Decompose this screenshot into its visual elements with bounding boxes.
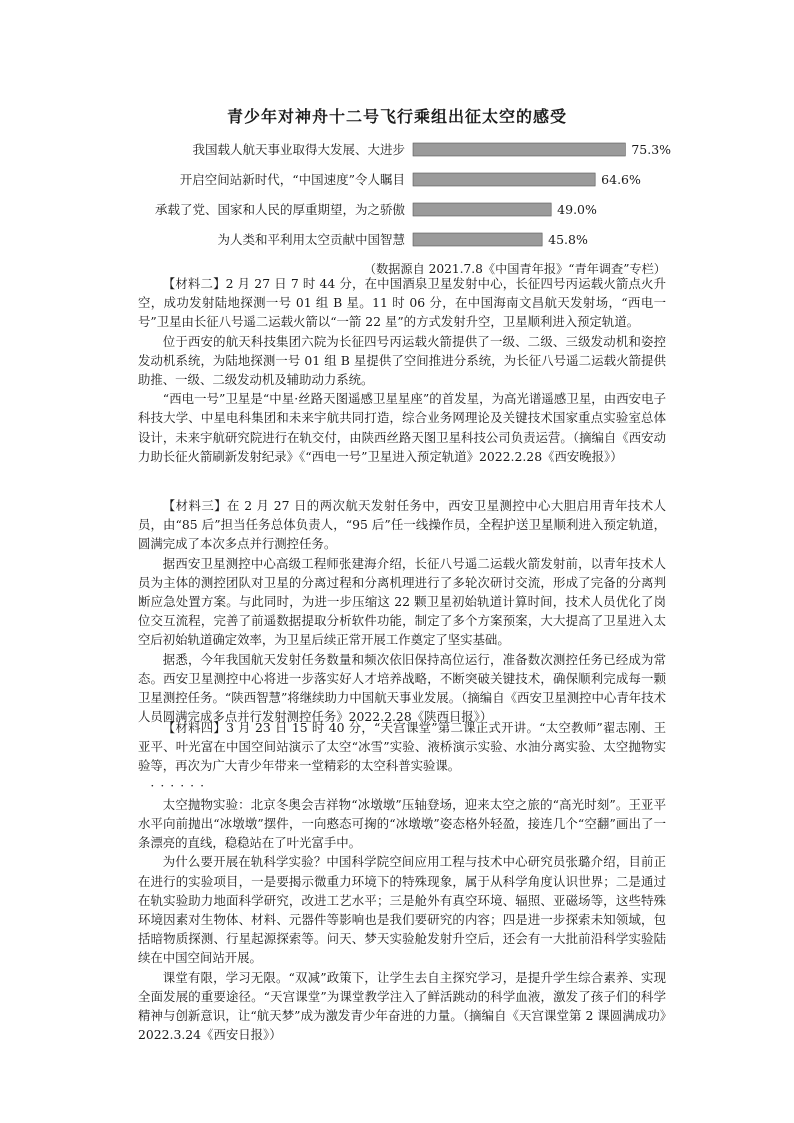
bar-chart bbox=[0, 128, 794, 254]
category-label: 开启空间站新时代，“中国速度”令人瞩目 bbox=[179, 172, 405, 187]
material-2 bbox=[138, 274, 666, 466]
ellipsis: ······ bbox=[150, 777, 211, 793]
material-4-paragraph-4-text: 课堂有限，学习无限。“双减”政策下，让学生去自主探究学习，是提升学生综合素养、实现全面发展的重要途径。“天宫课堂”为课堂教学注入了鲜活跳动的科学血液，激发了孩子们的科学精神与创新意识，让“航天梦”成为激发青少年奋进的力量。 bbox=[138, 969, 666, 1024]
material-4-paragraph-2: 太空抛物实验：北京冬奥会吉祥物“冰墩墩”压轴登场，迎来太空之旅的“高光时刻”。王亚平水平向前抛出“冰墩墩”摆件，一向憨态可掬的“冰墩墩”姿态格外轻盈，接连几个“空翻”画出了一条漂亮的直线，稳稳站在了叶光富手中。 bbox=[138, 796, 666, 851]
material-3-paragraph-3-text: 据悉，今年我国航天发射任务数量和频次依旧保持高位运行，准备数次测控任务已经成为常态。西安卫星测控中心将进一步落实好人才培养战略，不断突破关键技术，确保顺利完成每一颗卫星测控任务。“陕西智慧”将继续助力中国航天事业发展。 bbox=[138, 651, 666, 706]
material-3-paragraph-2: 据西安卫星测控中心高级工程师张建海介绍，长征八号遥二运载火箭发射前，以青年技术人员为主体的测控团队对卫星的分离过程和分离机理进行了多轮次研讨交流，形成了完备的分离判断应急处置方案。与此同时，为进一步压缩这 22 颗卫星初始轨道计算时间，技术人员优化了岗位交互流程，完善了前遥数据提取分析软件功能，制定了多个方案预案，大大提高了卫星进入太空后初始轨道确定效率，为卫星后续正常开展工作奠定了坚实基础。 bbox=[138, 555, 666, 648]
material-2-citation: （摘编自《西安动力助长征火箭刷新发射纪录》《“西电一号”卫星进入预定轨道》2022.2.28《西安晚报》） bbox=[138, 429, 667, 464]
material-4 bbox=[138, 718, 666, 1044]
value-label: 49.0% bbox=[557, 202, 597, 217]
material-2-paragraph-1: 【材料二】2 月 27 日 7 时 44 分，在中国酒泉卫星发射中心，长征四号丙运载火箭点火升空，成功发射陆地探测一号 01 组 B 星。11 时 06 分，在中国海南文昌航天发射场，“西电一号”卫星由长征八号遥二运载火箭以“一箭 22 星”的方式发射升空，卫星顺利进入预定轨道。 bbox=[138, 276, 666, 330]
material-2-paragraph-2: 位于西安的航天科技集团六院为长征四号丙运载火箭提供了一级、二级、三级发动机和姿控发动机系统，为陆地探测一号 01 组 B 星提供了空间推进分系统，为长征八号遥二运载火箭提供助推、一级、二级发动机及辅助动力系统。 bbox=[138, 333, 666, 388]
category-label: 为人类和平利用太空贡献中国智慧 bbox=[217, 232, 405, 247]
material-2-paragraph-3 bbox=[138, 389, 666, 466]
value-label: 64.6% bbox=[601, 172, 641, 187]
category-label: 我国载人航天事业取得大发展、大进步 bbox=[192, 142, 405, 157]
material-3-citation: （摘编自《西安卫星测控中心青年技术人员圆满完成多点并行发射测控任务》2022.2.28《陕西日报》） bbox=[138, 690, 666, 725]
material-3-paragraph-1: 【材料三】在 2 月 27 日的两次航天发射任务中，西安卫星测控中心大胆启用青年技术人员，由“85 后”担当任务总体负责人，“95 后”任一线操作员，全程护送卫星顺利进入预定轨道，圆满完成了本次多点并行测控任务。 bbox=[138, 498, 666, 552]
bar bbox=[413, 143, 625, 156]
bar bbox=[413, 173, 595, 186]
material-4-paragraph-3: 为什么要开展在轨科学实验？中国科学院空间应用工程与技术中心研究员张璐介绍，目前正在进行的实验项目，一是要揭示微重力环境下的特殊现象，属于从科学角度认识世界；二是通过在轨实验助力地面科学研究，改进工艺水平；三是舱外有真空环境、辐照、亚磁场等，这些特殊环境因素对生物体、材料、元器件等影响也是我们要研究的内容；四是进一步探索未知领域，包括暗物质探测、行星起源探索等。问天、梦天实验舱发射升空后，还会有一大批前沿科学实验陆续在中国空间站开展。 bbox=[138, 854, 666, 966]
bar bbox=[413, 203, 551, 216]
material-4-citation: （摘编自《天宫课堂第 2 课圆满成功》2022.3.24《西安日报》） bbox=[138, 1008, 666, 1043]
material-2-paragraph-3-text: “西电一号”卫星是“中星·丝路天图遥感卫星星座”的首发星，为高光谱遥感卫星，由西安电子科技大学、中星电科集团和未来宇航共同打造，综合业务网理论及关键技术国家重点实验室总体设计，未来宇航研究院进行在轨交付，由陕西丝路天图卫星科技公司负责运营。 bbox=[138, 391, 666, 445]
material-3-paragraph-3 bbox=[138, 650, 666, 727]
chart-title: 青少年对神舟十二号飞行乘组出征太空的感受 bbox=[226, 107, 567, 126]
category-label: 承载了党、国家和人民的厚重期望，为之骄傲 bbox=[154, 202, 405, 217]
value-label: 75.3% bbox=[631, 142, 672, 157]
material-4-paragraph-4 bbox=[138, 968, 666, 1045]
value-label: 45.8% bbox=[548, 232, 588, 247]
source-note: （数据源自 2021.7.8《中国青年报》“青年调查”专栏） bbox=[363, 262, 666, 276]
material-3 bbox=[138, 496, 666, 726]
material-4-paragraph-1: 【材料四】3 月 23 日 15 时 40 分，“天宫课堂”第二课正式开讲。“太空教师”翟志刚、王亚平、叶光富在中国空间站演示了太空“冰雪”实验、液桥演示实验、水油分离实验、太空抛物实验等，再次为广大青少年带来一堂精彩的太空科普实验课。 bbox=[138, 720, 666, 774]
bar bbox=[413, 233, 542, 246]
